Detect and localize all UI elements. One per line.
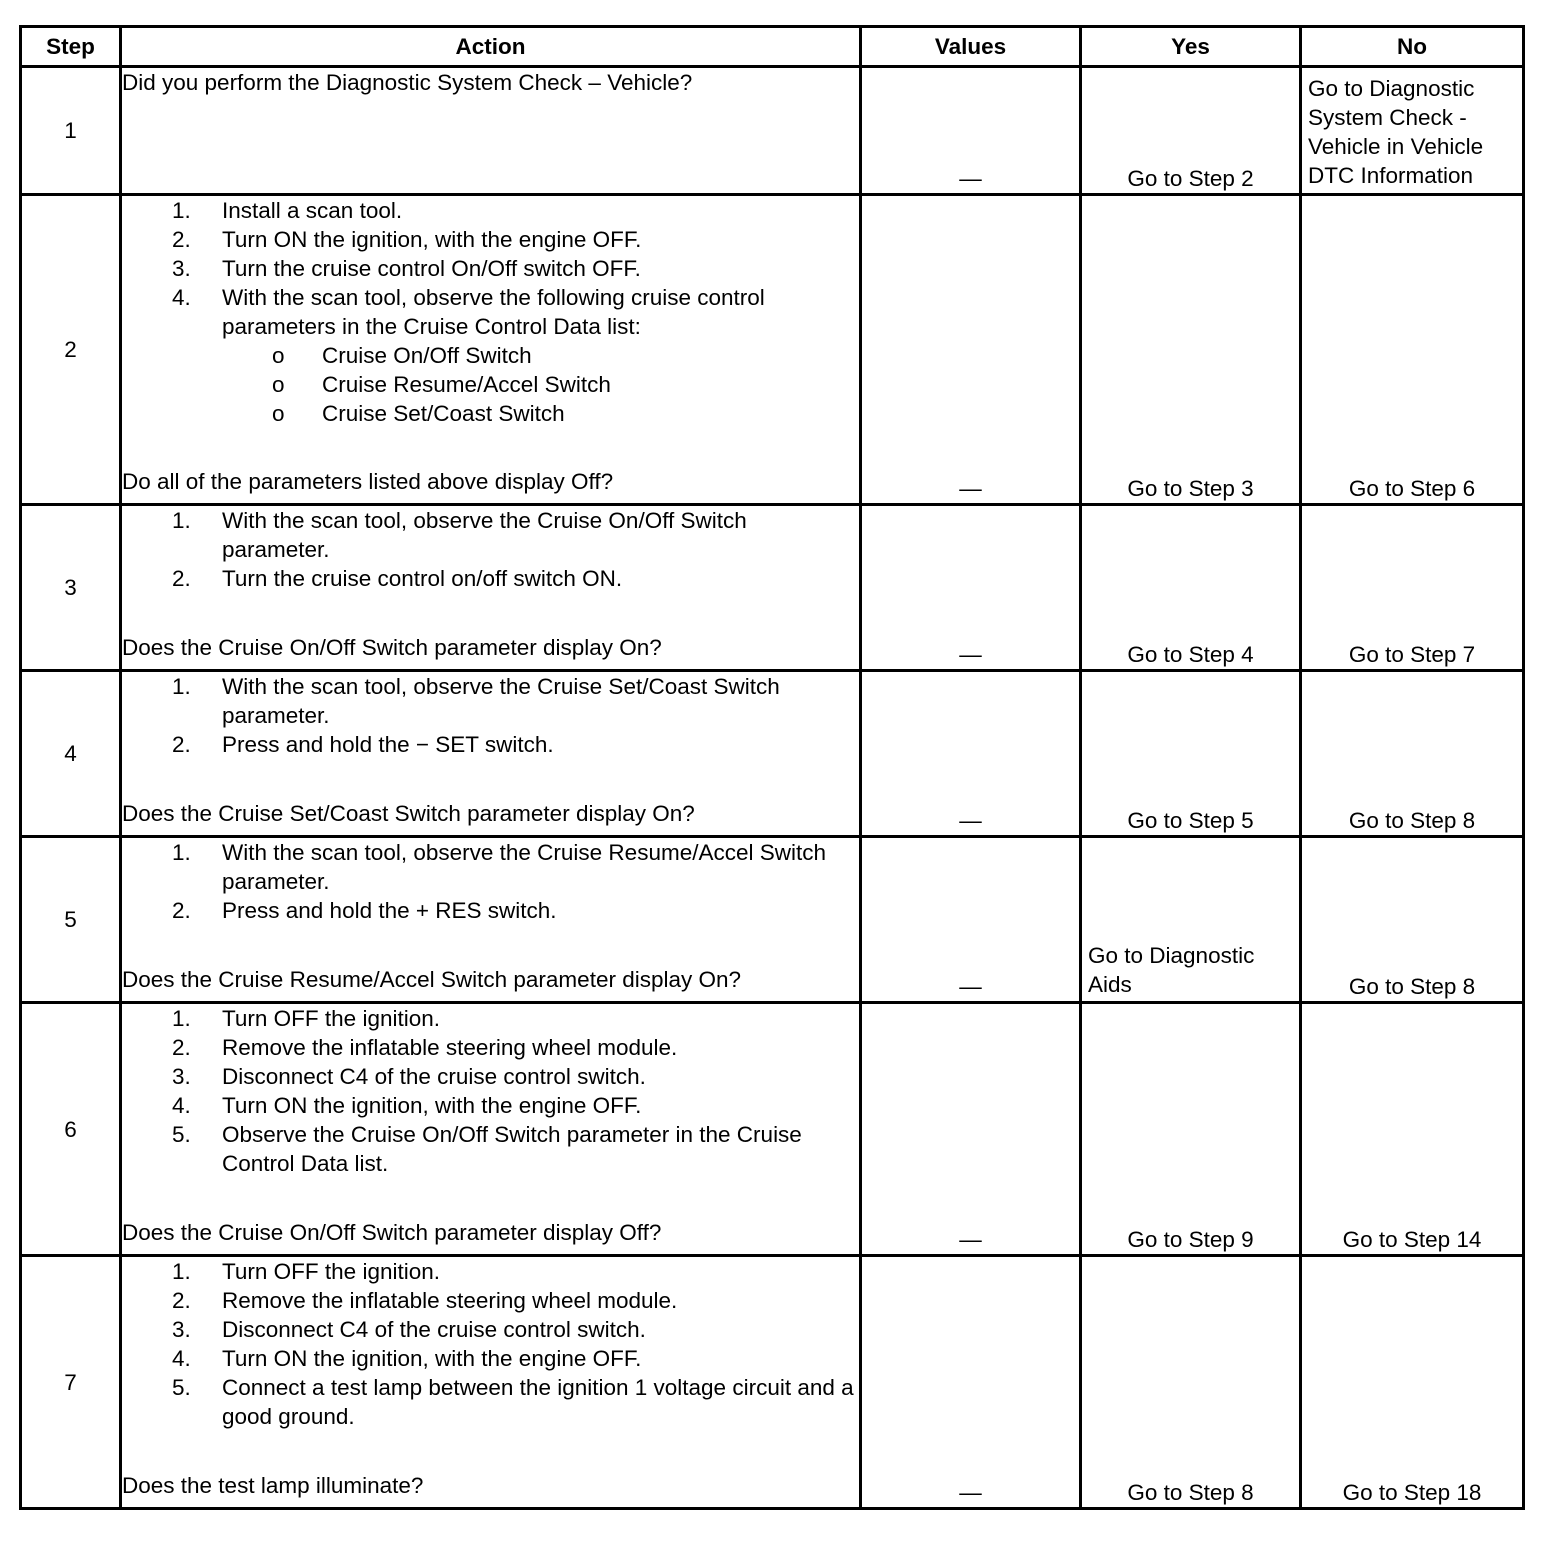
sub-list-item: o Cruise Resume/Accel Switch bbox=[272, 372, 611, 397]
question-text: Does the Cruise On/Off Switch parameter display Off? bbox=[122, 1220, 662, 1245]
list-item: 1. With the scan tool, observe the Cruise On/Off Switch parameter. bbox=[172, 508, 747, 562]
header-no: No bbox=[1301, 27, 1524, 67]
list-item: 4. Turn ON the ignition, with the engine OFF. bbox=[172, 1346, 642, 1371]
header-yes: Yes bbox=[1081, 27, 1301, 67]
no-cell: Go to Step 18 bbox=[1301, 1256, 1524, 1509]
yes-cell: Go to Step 4 bbox=[1081, 505, 1301, 671]
list-item: 3. Disconnect C4 of the cruise control switch. bbox=[172, 1317, 646, 1342]
yes-cell: Go to Step 9 bbox=[1081, 1003, 1301, 1256]
instruction-list bbox=[122, 506, 859, 593]
yes-cell: Go to Step 5 bbox=[1081, 671, 1301, 837]
value-cell: — bbox=[861, 837, 1081, 1003]
question-text: Does the test lamp illuminate? bbox=[122, 1473, 424, 1498]
action-cell bbox=[121, 195, 861, 505]
list-item: 1. Turn OFF the ignition. bbox=[172, 1259, 441, 1284]
step-number: 3 bbox=[21, 505, 121, 671]
no-cell: Go to Step 7 bbox=[1301, 505, 1524, 671]
action-cell bbox=[121, 67, 861, 195]
sub-list-item: o Cruise Set/Coast Switch bbox=[272, 401, 565, 426]
action-cell bbox=[121, 505, 861, 671]
no-cell: Go to Step 6 bbox=[1301, 195, 1524, 505]
action-cell bbox=[121, 671, 861, 837]
table-row bbox=[21, 195, 1524, 505]
instruction-list bbox=[122, 1004, 859, 1178]
no-cell: Go to Step 8 bbox=[1301, 837, 1524, 1003]
table-row bbox=[21, 67, 1524, 195]
question-text: Did you perform the Diagnostic System Check – Vehicle? bbox=[122, 70, 693, 95]
list-item: 2. Turn the cruise control on/off switch ON. bbox=[172, 566, 623, 591]
value-cell: — bbox=[861, 505, 1081, 671]
list-item: 1. With the scan tool, observe the Cruise Set/Coast Switch parameter. bbox=[172, 674, 780, 728]
instruction-list bbox=[122, 1257, 859, 1431]
list-item: 5. Connect a test lamp between the ignition 1 voltage circuit and a good ground. bbox=[172, 1375, 854, 1429]
list-item: 1. With the scan tool, observe the Cruise Resume/Accel Switch parameter. bbox=[172, 840, 827, 894]
diagnostic-table bbox=[19, 25, 1525, 1510]
header-values: Values bbox=[861, 27, 1081, 67]
action-cell bbox=[121, 1003, 861, 1256]
list-item: 2. Press and hold the − SET switch. bbox=[172, 732, 554, 757]
value-cell: — bbox=[861, 67, 1081, 195]
no-cell: Go to Step 14 bbox=[1301, 1003, 1524, 1256]
question-text: Do all of the parameters listed above display Off? bbox=[122, 469, 614, 494]
header-action: Action bbox=[121, 27, 861, 67]
list-item: 3. Disconnect C4 of the cruise control switch. bbox=[172, 1064, 646, 1089]
instruction-list bbox=[122, 672, 859, 759]
step-number: 7 bbox=[21, 1256, 121, 1509]
parameter-list bbox=[222, 341, 859, 428]
table-row bbox=[21, 1003, 1524, 1256]
list-item: 2. Turn ON the ignition, with the engine OFF. bbox=[172, 227, 642, 252]
list-item: 2. Remove the inflatable steering wheel module. bbox=[172, 1288, 678, 1313]
yes-cell: Go to Step 3 bbox=[1081, 195, 1301, 505]
action-cell bbox=[121, 1256, 861, 1509]
question-text: Does the Cruise Set/Coast Switch parameter display On? bbox=[122, 801, 695, 826]
header-row bbox=[21, 27, 1524, 67]
table-row bbox=[21, 837, 1524, 1003]
table-row bbox=[21, 505, 1524, 671]
list-item: 1. Turn OFF the ignition. bbox=[172, 1006, 441, 1031]
header-step: Step bbox=[21, 27, 121, 67]
table-row bbox=[21, 1256, 1524, 1509]
sub-list-item: o Cruise On/Off Switch bbox=[272, 343, 532, 368]
value-cell: — bbox=[861, 1256, 1081, 1509]
yes-cell: Go to Step 2 bbox=[1081, 67, 1301, 195]
value-cell: — bbox=[861, 671, 1081, 837]
action-cell bbox=[121, 837, 861, 1003]
instruction-list bbox=[122, 196, 859, 428]
yes-cell: Go to Step 8 bbox=[1081, 1256, 1301, 1509]
yes-cell: Go to Diagnostic Aids bbox=[1081, 837, 1301, 1003]
step-number: 4 bbox=[21, 671, 121, 837]
step-number: 5 bbox=[21, 837, 121, 1003]
instruction-list bbox=[122, 838, 859, 925]
list-item: 2. Remove the inflatable steering wheel module. bbox=[172, 1035, 678, 1060]
question-text: Does the Cruise Resume/Accel Switch parameter display On? bbox=[122, 967, 742, 992]
step-number: 2 bbox=[21, 195, 121, 505]
list-item: 1. Install a scan tool. bbox=[172, 198, 403, 223]
no-cell: Go to Step 8 bbox=[1301, 671, 1524, 837]
step-number: 6 bbox=[21, 1003, 121, 1256]
list-item: 3. Turn the cruise control On/Off switch OFF. bbox=[172, 256, 641, 281]
no-cell: Go to Diagnostic System Check - Vehicle in Vehicle DTC Information bbox=[1301, 67, 1524, 195]
value-cell: — bbox=[861, 1003, 1081, 1256]
list-item: 4. With the scan tool, observe the following cruise control parameters in the Cruise Control Data list: o Cruise On/Off Switch o Cruise Resume/Accel Switch o Cruise Set/Coast Switch bbox=[122, 283, 859, 428]
list-item: 2. Press and hold the + RES switch. bbox=[172, 898, 557, 923]
question-text: Does the Cruise On/Off Switch parameter display On? bbox=[122, 635, 662, 660]
value-cell: — bbox=[861, 195, 1081, 505]
table-row bbox=[21, 671, 1524, 837]
step-number: 1 bbox=[21, 67, 121, 195]
list-item: 4. Turn ON the ignition, with the engine OFF. bbox=[172, 1093, 642, 1118]
list-item: 5. Observe the Cruise On/Off Switch parameter in the Cruise Control Data list. bbox=[172, 1122, 802, 1176]
